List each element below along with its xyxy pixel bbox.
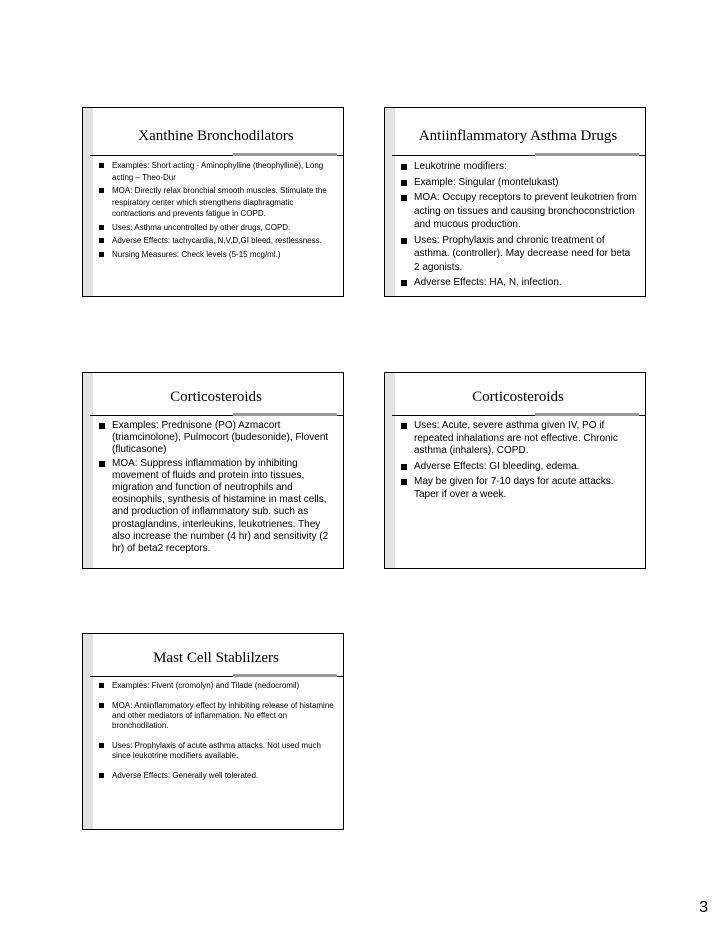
bullet-list (98, 681, 337, 781)
list-item: Leukotrine modifiers: (400, 160, 637, 174)
bullet-square-icon (99, 188, 104, 193)
bullet-square-icon (99, 461, 105, 467)
title-accent (233, 674, 337, 677)
slide-antiinflammatory-asthma-drugs (384, 107, 646, 297)
bullet-list (98, 420, 335, 555)
list-item: MOA: Directly relax bronchial smooth muscles. Stimulate the respiratory center which strengthens diaphragmatic contractions and prevents fatigue in COPD. (98, 185, 335, 220)
title-accent (535, 153, 639, 156)
bullet-square-icon (401, 195, 407, 201)
slide-corticosteroids-1 (82, 372, 344, 569)
slide-sidebar (385, 108, 395, 296)
bullet-square-icon (99, 773, 104, 778)
bullet-square-icon (99, 238, 104, 243)
list-item: Uses: Prophylaxis and chronic treatment of asthma. (controller). May decrease need for beta 2 agonists. (400, 234, 637, 275)
slide-title: Xanthine Bronchodilators (138, 128, 294, 144)
list-item: Uses: Acute, severe asthma given IV, PO if repeated inhalations are not effective. Chronic asthma (inhalers), COPD. (400, 420, 637, 458)
slide-title: Corticosteroids (472, 389, 564, 405)
bullet-list (98, 160, 335, 260)
list-item: Nursing Measures: Check levels (5-15 mcg/ml.) (98, 249, 335, 261)
slide-corticosteroids-2 (384, 372, 646, 569)
bullet-square-icon (401, 180, 407, 186)
bullet-square-icon (99, 225, 104, 230)
bullet-square-icon (99, 683, 104, 688)
list-item: Uses: Prophylaxis of acute asthma attacks. Not used much since leukotrine modifiers available. (98, 741, 337, 761)
slide-title: Mast Cell Stablilzers (153, 650, 279, 666)
bullet-square-icon (401, 464, 407, 470)
slide-title: Corticosteroids (170, 389, 262, 405)
bullet-square-icon (99, 163, 104, 168)
list-item: Adverse Effects: HA, N, infection. (400, 276, 637, 290)
page-number: 3 (699, 899, 708, 916)
title-accent (233, 413, 337, 416)
bullet-square-icon (99, 423, 105, 429)
bullet-square-icon (99, 743, 104, 748)
list-item: MOA: Suppress inflammation by inhibiting movement of fluids and protein into tissues, migration and function of neutrophils and eosinophils, synthesis of histamine in mast cells, and production of inflammatory sub. such as prostaglandins, interleukins, leukotrienes. They also increase the number (4 hr) and sensitivity (2 hr) of beta2 receptors. (98, 458, 335, 556)
bullet-square-icon (401, 423, 407, 429)
bullet-square-icon (99, 703, 104, 708)
slide-sidebar (83, 634, 93, 829)
bullet-square-icon (99, 252, 104, 257)
slide-sidebar (385, 373, 395, 568)
list-item: Adverse Effects: Generally well tolerated. (98, 771, 337, 781)
list-item: Adverse Effects: tachycardia, N,V,D,GI bleed, restlessness. (98, 235, 335, 247)
slide-mast-cell-stabilizers (82, 633, 344, 830)
list-item: Examples: Short acting - Aminophylline (theophylline), Long acting – Theo-Dur (98, 160, 335, 183)
bullet-list (400, 160, 637, 290)
list-item: Adverse Effects: GI bleeding, edema. (400, 461, 637, 474)
list-item: MOA: Antiinflammatory effect by inhibiting release of histamine and other mediators of inflammation. No effect on bronchodilation. (98, 701, 337, 731)
bullet-square-icon (401, 479, 407, 485)
slide-sidebar (83, 373, 93, 568)
list-item: May be given for 7-10 days for acute attacks. Taper if over a week. (400, 476, 637, 501)
list-item: Uses: Asthma uncontrolled by other drugs, COPD. (98, 222, 335, 234)
list-item: Example: Singular (montelukast) (400, 176, 637, 190)
bullet-square-icon (401, 280, 407, 286)
slide-title: Antiinflammatory Asthma Drugs (418, 128, 618, 144)
list-item: Examples: Prednisone (PO) Azmacort (triamcinolone), Pulmocort (budesonide), Flovent (fluticasone) (98, 420, 335, 457)
slide-sidebar (83, 108, 93, 296)
title-accent (535, 413, 639, 416)
title-accent (233, 153, 337, 156)
list-item: MOA: Occupy receptors to prevent leukotrien from acting on tissues and causing bronchoconstriction and mucous production. (400, 191, 637, 232)
slide-xanthine-bronchodilators (82, 107, 344, 297)
bullet-list (400, 420, 637, 501)
bullet-square-icon (401, 164, 407, 170)
bullet-square-icon (401, 238, 407, 244)
list-item: Examples: Fivent (cromolyn) and Tilade (nedocromil) (98, 681, 337, 691)
